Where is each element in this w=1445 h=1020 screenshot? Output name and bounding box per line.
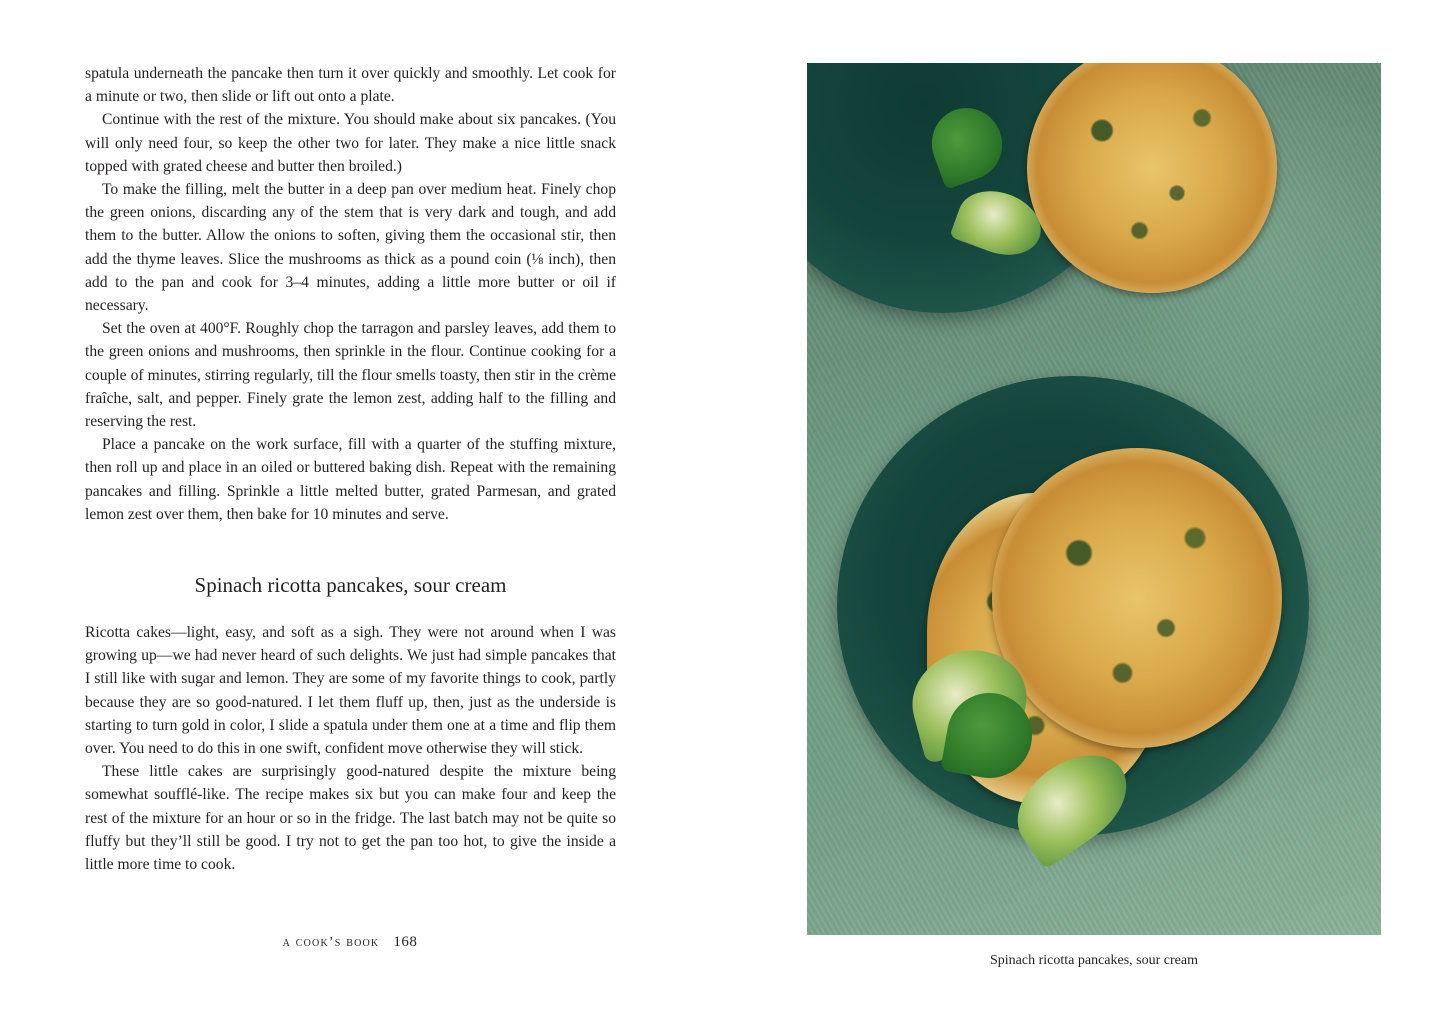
paragraph: To make the filling, melt the butter in a deep pan over medium heat. Finely chop the green onions, discarding any of the stem that is very dark and tough, and add them to the butter. Allow the onions to soften, giving them the occasional stir, then add the thyme leaves. Slice the mushrooms as thick as a pound coin (⅛ inch), then add to the pan and cook for 3–4 minutes, adding a little more butter or oil if necessary. (85, 181, 616, 315)
food-photo (807, 63, 1381, 935)
page-footer (0, 934, 700, 951)
paragraph: Place a pancake on the work surface, fill with a quarter of the stuffing mixture, then roll up and place in an oiled or buttered baking dish. Repeat with the remaining pancakes and filling. Sprinkle a little melted butter, grated Parmesan, and grated lemon zest over them, then bake for 10 minutes and serve. (85, 436, 616, 523)
paragraph: Ricotta cakes—light, easy, and soft as a sigh. They were not around when I was growing up—we had never heard of such delights. We just had simple pancakes that I still like with sugar and lemon. They are some of my favorite things to cook, partly because they are so good-natured. I let them fluff up, then, just as the underside is starting to turn gold in color, I slide a spatula under them one at a time and flip them over. You need to do this in one swift, confident move otherwise they will stick. (85, 624, 616, 758)
paragraph: Set the oven at 400°F. Roughly chop the tarragon and parsley leaves, add them to the green onions and mushrooms, then sprinkle in the flour. Continue cooking for a couple of minutes, stirring regularly, till the flour smells toasty, then stir in the crème fraîche, salt, and pepper. Finely grate the lemon zest, adding half to the filling and reserving the rest. (85, 320, 616, 431)
paragraph: spatula underneath the pancake then turn it over quickly and smoothly. Let cook for a minute or two, then slide or lift out onto a plate. (85, 65, 616, 106)
paragraph: Continue with the rest of the mixture. You should make about six pancakes. (You will only need four, so keep the other two for later. They make a nice little snack topped with grated cheese and butter then broiled.) (85, 111, 616, 175)
left-page-body (85, 62, 616, 526)
paragraph: These little cakes are surprisingly good-natured despite the mixture being somewhat soufflé-like. The recipe makes six but you can make four and keep the rest of the mixture for an hour or so in the fridge. The last batch may not be quite so fluffy but they’ll still be good. I try not to get the pan too hot, to give the inside a little more time to cook. (85, 763, 616, 874)
pancake-front (992, 448, 1282, 748)
recipe-title: Spinach ricotta pancakes, sour cream (194, 573, 507, 597)
page-number: 168 (393, 934, 418, 950)
recipe-intro (85, 621, 616, 876)
running-footer: a cook’s book (282, 935, 380, 950)
photo-caption: Spinach ricotta pancakes, sour cream (990, 953, 1198, 968)
